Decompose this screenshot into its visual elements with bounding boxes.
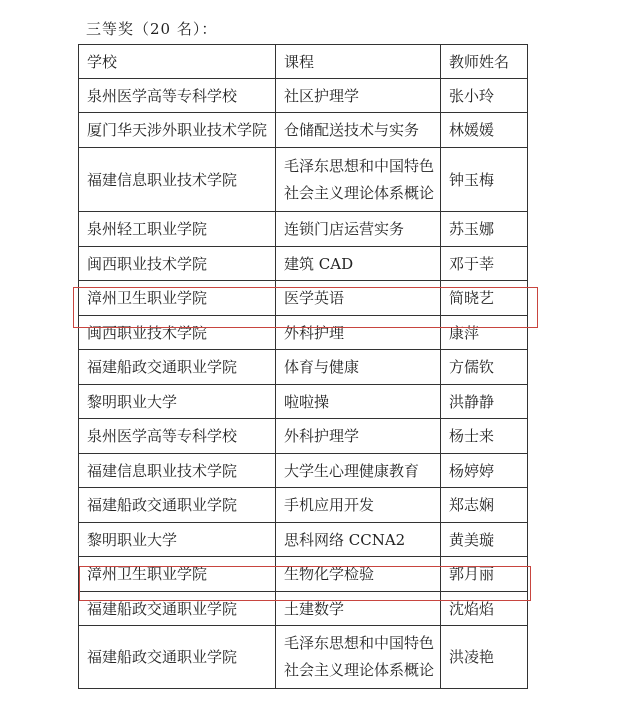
cell-teacher: 钟玉梅 [441, 148, 528, 212]
table-row [79, 148, 528, 212]
course-line: 毛泽东思想和中国特色 [284, 156, 435, 175]
cell-teacher: 林媛媛 [441, 113, 528, 148]
cell-course: 连锁门店运营实务 [276, 212, 441, 247]
course-line: 社会主义理论体系概论 [284, 183, 435, 202]
cell-teacher: 简晓艺 [441, 281, 528, 316]
cell-school: 闽西职业技术学院 [79, 247, 276, 281]
cell-course: 外科护理 [276, 316, 441, 350]
table-row [79, 626, 528, 689]
cell-school: 福建信息职业技术学院 [79, 148, 276, 212]
cell-school: 福建船政交通职业学院 [79, 626, 276, 689]
cell-school: 泉州医学高等专科学校 [79, 79, 276, 113]
table-row [79, 385, 528, 419]
table-row [79, 488, 528, 523]
cell-school: 闽西职业技术学院 [79, 316, 276, 350]
table-row [79, 592, 528, 626]
cell-course [276, 148, 441, 212]
cell-teacher: 方儒钦 [441, 350, 528, 385]
table-row [79, 350, 528, 385]
cell-course: 体育与健康 [276, 350, 441, 385]
table-row [79, 523, 528, 557]
cell-teacher: 洪凌艳 [441, 626, 528, 689]
cell-teacher: 郭月丽 [441, 557, 528, 592]
cell-school: 福建信息职业技术学院 [79, 454, 276, 488]
cell-teacher: 苏玉娜 [441, 212, 528, 247]
cell-course: 仓储配送技术与实务 [276, 113, 441, 148]
cell-school: 黎明职业大学 [79, 385, 276, 419]
cell-school: 厦门华天涉外职业技术学院 [79, 113, 276, 148]
cell-school: 福建船政交通职业学院 [79, 592, 276, 626]
cell-course: 思科网络 CCNA2 [276, 523, 441, 557]
table-row [79, 281, 528, 316]
table-row [79, 212, 528, 247]
cell-teacher: 洪静静 [441, 385, 528, 419]
cell-school: 泉州医学高等专科学校 [79, 419, 276, 454]
header-school: 学校 [79, 45, 276, 79]
cell-school: 福建船政交通职业学院 [79, 350, 276, 385]
cell-teacher: 杨婷婷 [441, 454, 528, 488]
table-row [79, 419, 528, 454]
cell-course: 建筑 CAD [276, 247, 441, 281]
cell-course: 社区护理学 [276, 79, 441, 113]
table-row [79, 557, 528, 592]
table-header-row [79, 45, 528, 79]
cell-course [276, 626, 441, 689]
cell-teacher: 邓于莘 [441, 247, 528, 281]
cell-school: 黎明职业大学 [79, 523, 276, 557]
table-row [79, 454, 528, 488]
table-row [79, 247, 528, 281]
table-row [79, 79, 528, 113]
cell-course: 土建数学 [276, 592, 441, 626]
cell-course: 医学英语 [276, 281, 441, 316]
cell-course: 生物化学检验 [276, 557, 441, 592]
header-teacher: 教师姓名 [441, 45, 528, 79]
cell-teacher: 郑志娴 [441, 488, 528, 523]
cell-school: 泉州轻工职业学院 [79, 212, 276, 247]
cell-teacher: 张小玲 [441, 79, 528, 113]
header-course: 课程 [276, 45, 441, 79]
section-heading: 三等奖（20 名）： [86, 20, 218, 38]
cell-teacher: 杨士来 [441, 419, 528, 454]
table-row [79, 113, 528, 148]
course-line: 社会主义理论体系概论 [284, 661, 435, 679]
course-line: 毛泽东思想和中国特色 [284, 634, 435, 652]
cell-course: 大学生心理健康教育 [276, 454, 441, 488]
cell-course: 啦啦操 [276, 385, 441, 419]
cell-school: 漳州卫生职业学院 [79, 281, 276, 316]
cell-school: 漳州卫生职业学院 [79, 557, 276, 592]
cell-school: 福建船政交通职业学院 [79, 488, 276, 523]
table-row [79, 316, 528, 350]
cell-course: 手机应用开发 [276, 488, 441, 523]
award-table [78, 44, 528, 689]
cell-course: 外科护理学 [276, 419, 441, 454]
cell-teacher: 黄美璇 [441, 523, 528, 557]
cell-teacher: 康萍 [441, 316, 528, 350]
cell-teacher: 沈焰焰 [441, 592, 528, 626]
